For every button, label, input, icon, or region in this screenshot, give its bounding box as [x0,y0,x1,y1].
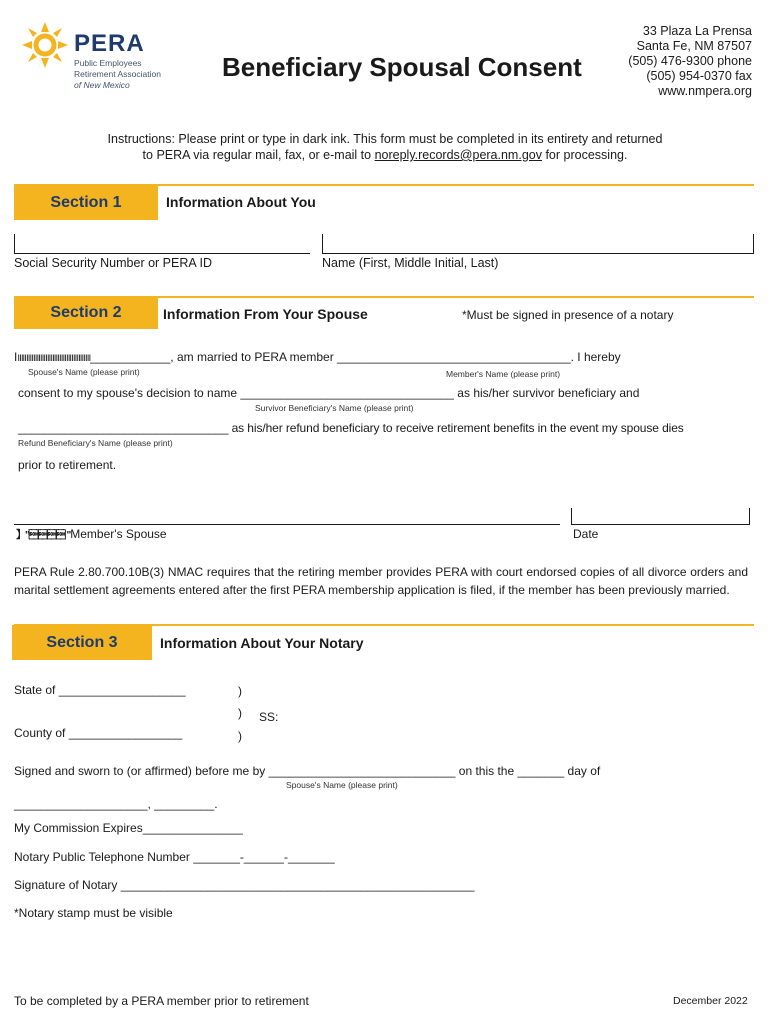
section-1-title: Information About You [166,194,316,210]
logo-subtitle-line: Public Employees [74,58,142,68]
section-1-badge [14,185,158,220]
consent-text: I [14,350,18,364]
fax-line: (505) 954-0370 fax [646,69,752,83]
spouse-signature-label [16,526,167,541]
notary-signature-field[interactable]: Signature of Notary _____________________________________________________ [14,878,475,892]
county-of-field[interactable]: County of _________________ [14,726,183,740]
bracket-paren: ) [238,729,242,743]
address-line: Santa Fe, NM 87507 [636,39,752,53]
signature-date-input[interactable] [571,524,750,525]
consent-text: ____________, am married to PERA member ___________________________________. I hereby [90,350,621,364]
instructions-line: Instructions: Please print or type in dark ink. This form must be completed in its entirety and returned [107,132,663,146]
ssn-label: Social Security Number or PERA ID [14,256,212,270]
logo-wordmark: PERA [74,30,145,57]
spouse-name-input[interactable]: ⅢⅢⅢⅢⅢⅢⅢⅢⅢⅢⅢⅢⅢⅢ [17,353,91,363]
ss-label: SS: [259,710,279,724]
field-border [322,234,323,254]
sworn-date-line[interactable]: ____________________, _________. [14,797,218,811]
bracket-paren: ) [238,684,242,698]
sworn-line[interactable]: Signed and sworn to (or affirmed) before me by ____________________________ on this the _______ day of [14,764,601,778]
name-input[interactable] [322,253,754,254]
bracket-paren: ) [238,706,242,720]
instructions-line [0,147,770,163]
website-link[interactable]: www.nmpera.org [658,84,752,98]
signature-label-prefix: 】" " [16,530,71,541]
section-label: Section 2 [50,304,122,321]
consent-line-2: consent to my spouse's decision to name ________________________________ as his/her survivor beneficiary and [18,386,640,400]
sworn-spouse-caption: Spouse's Name (please print) [286,780,398,790]
field-border [753,234,754,254]
field-border [14,234,15,254]
consent-line-3: ________________________________ as his/her refund beneficiary to receive retirement benefits in the event my spouse dies [18,421,684,435]
refund-beneficiary-caption: Refund Beneficiary's Name (please print) [18,438,173,448]
spouse-name-caption: Spouse's Name (please print) [28,367,140,377]
phone-line: (505) 476-9300 phone [628,54,752,68]
section-3-title: Information About Your Notary [160,635,364,651]
pera-rule-paragraph: PERA Rule 2.80.700.10B(3) NMAC requires that the retiring member provides PERA with court endorsed copies of all divorce orders and marital settlement agreements entered after the first PERA membership application is filed, if the member has been previously married. [14,565,748,597]
member-name-caption: Member's Name (please print) [446,369,561,379]
state-of-field[interactable]: State of ___________________ [14,683,186,697]
section-2-title: Information From Your Spouse [163,306,368,322]
section-3-badge [12,625,152,660]
field-border [571,508,572,525]
date-label: Date [573,527,599,541]
form-title: Beneficiary Spousal Consent [222,52,582,82]
field-border [749,508,750,525]
form-revision-date: December 2022 [673,995,748,1007]
consent-line-4: prior to retirement. [18,458,117,472]
spouse-signature-input[interactable] [14,524,560,525]
name-label: Name (First, Middle Initial, Last) [322,256,499,270]
address-line: 33 Plaza La Prensa [642,24,752,38]
footer-note: To be completed by a PERA member prior to retirement [14,994,309,1008]
pera-sun-logo-icon [20,20,70,70]
ssn-input[interactable] [14,253,310,254]
notary-note: *Must be signed in presence of a notary [462,308,674,322]
signature-label-text: Member's Spouse [70,527,167,541]
section-label: Section 3 [46,633,118,651]
email-link[interactable]: noreply.records@pera.nm.gov [374,148,542,162]
logo-subtitle-line: of New Mexico [74,80,130,90]
instructions-text: to PERA via regular mail, fax, or e-mail to [142,148,375,162]
section-label: Section 1 [50,193,122,211]
section-2-badge [14,297,158,329]
consent-line-1 [14,350,621,364]
commission-expires-field[interactable]: My Commission Expires_______________ [14,821,243,835]
instructions-text: for processing. [541,148,628,162]
survivor-beneficiary-caption: Survivor Beneficiary's Name (please print) [255,403,414,413]
logo-subtitle-line: Retirement Association [74,69,161,79]
notary-telephone-field[interactable]: Notary Public Telephone Number _______-______-_______ [14,850,335,864]
notary-stamp-note: *Notary stamp must be visible [14,906,173,920]
